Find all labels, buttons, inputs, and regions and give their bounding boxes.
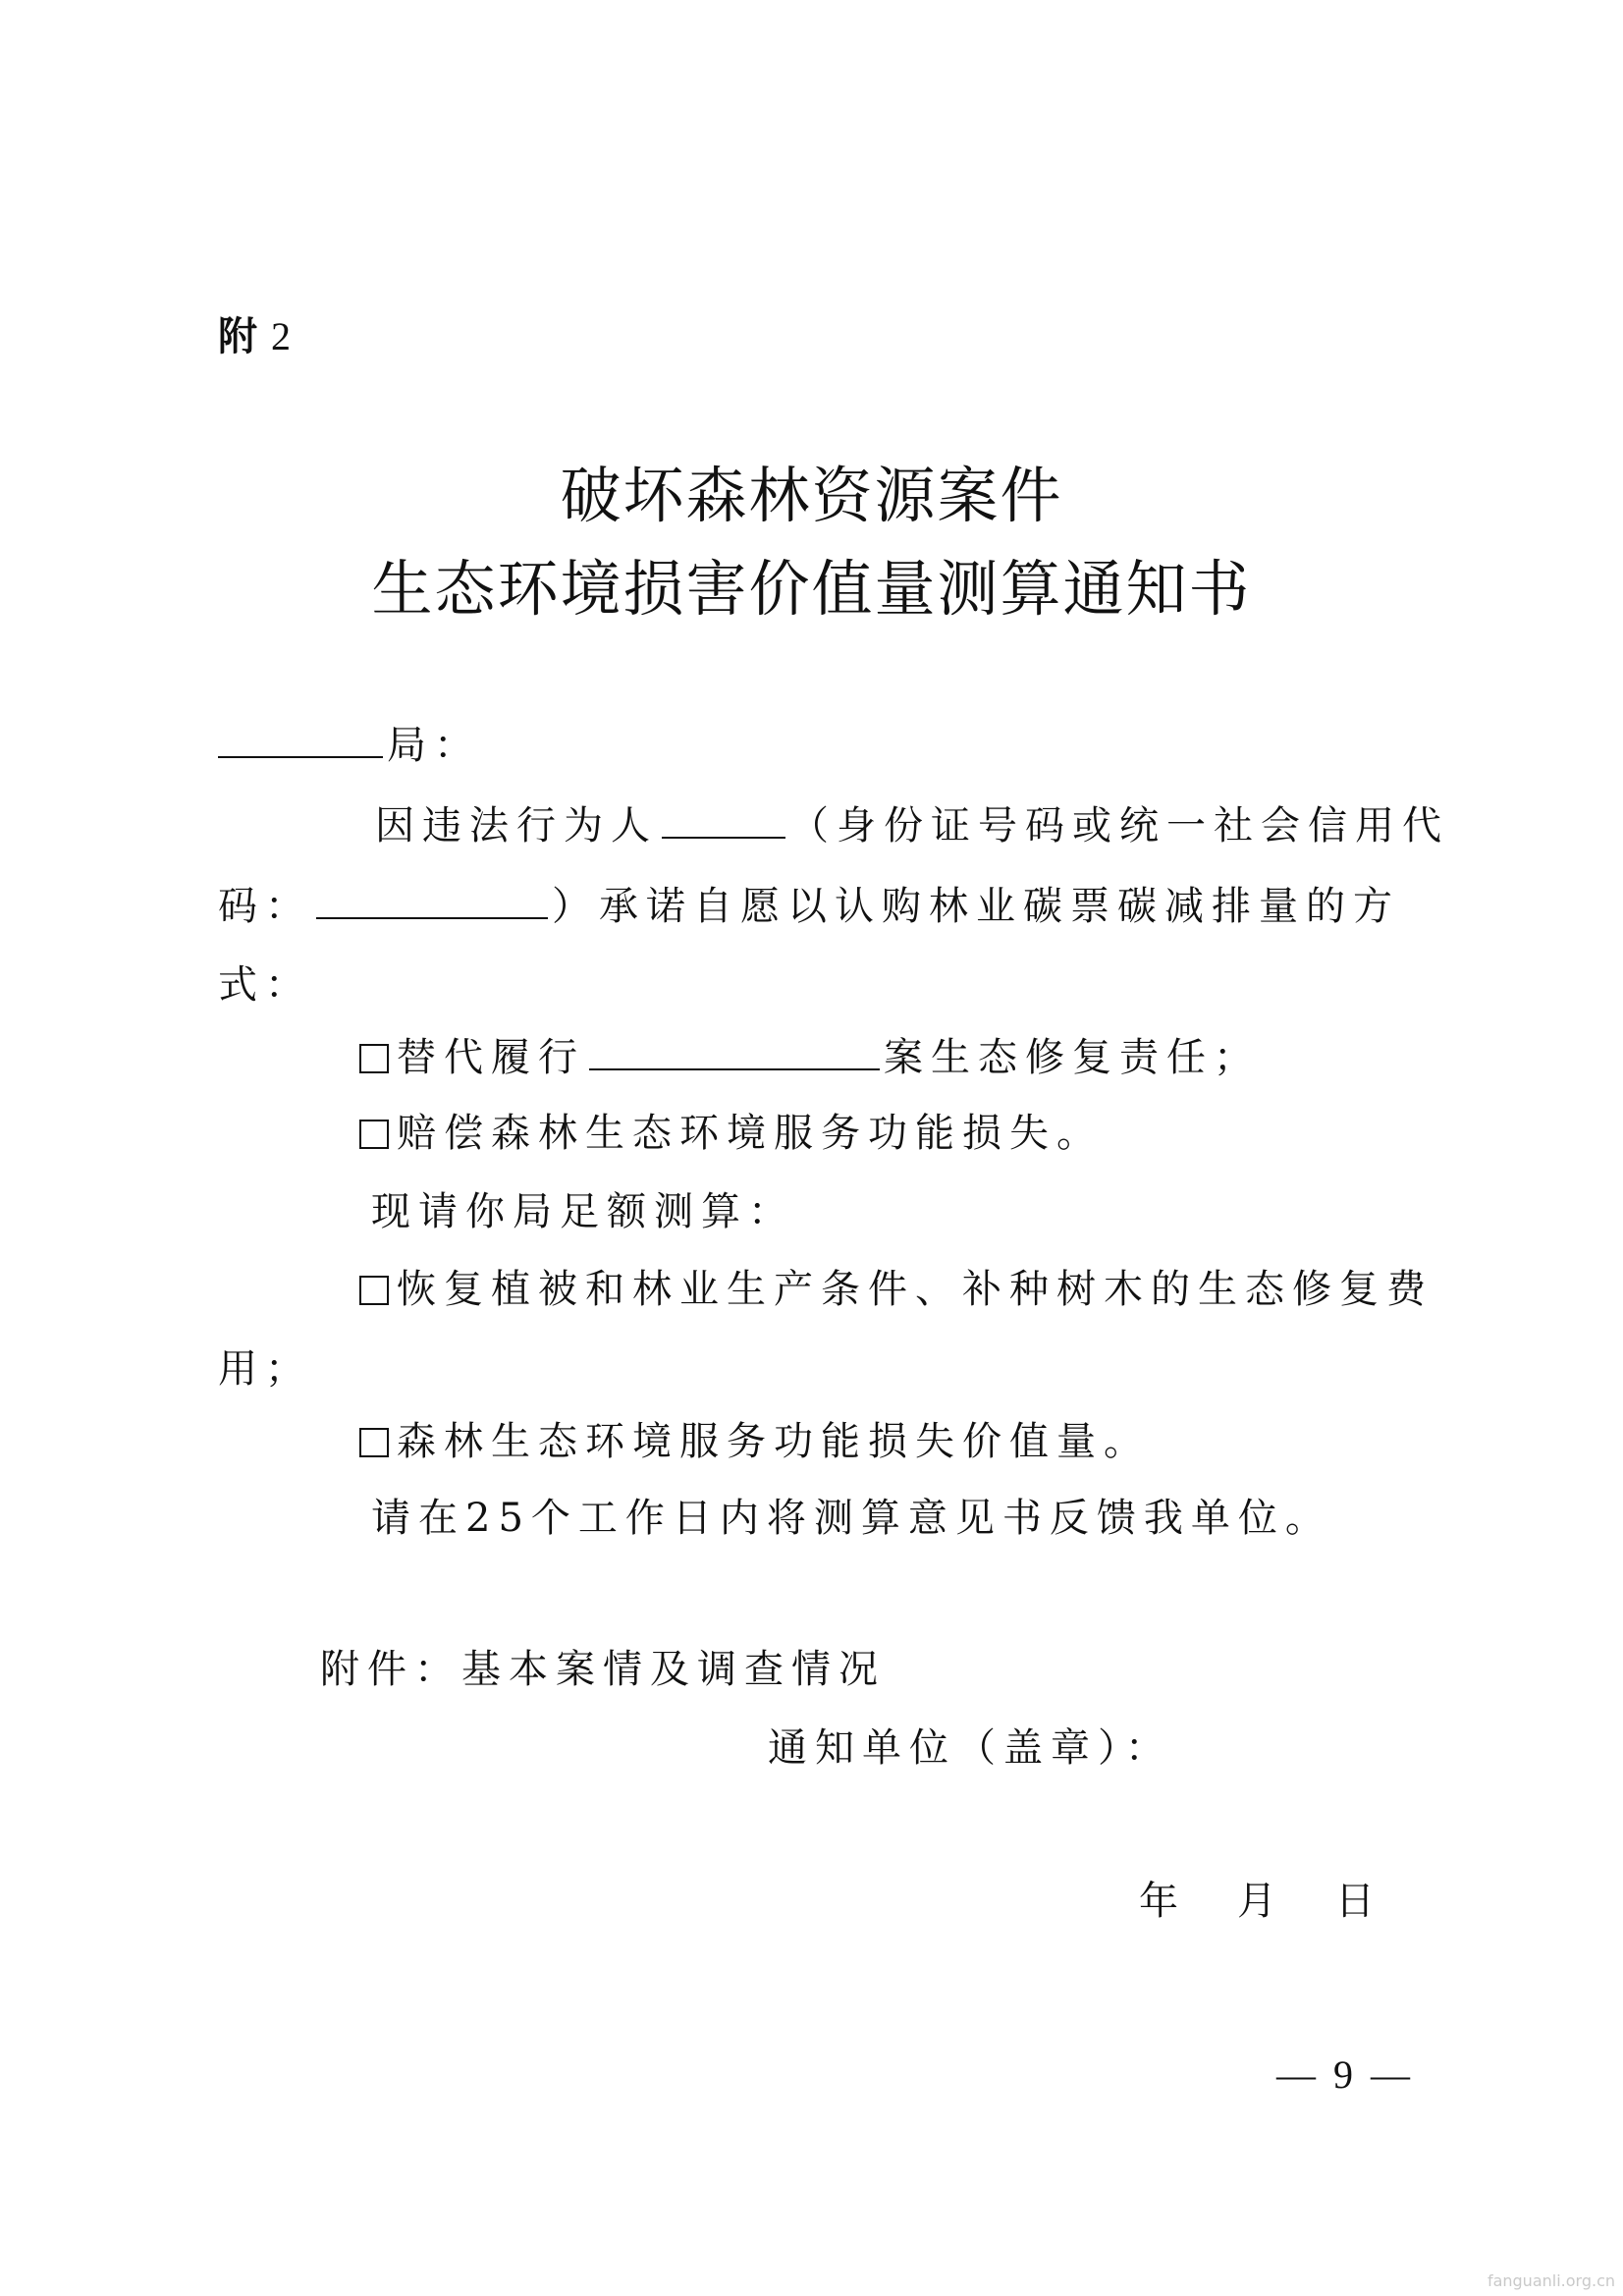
- p1-text-b: （身份证号码或统一社会信用代: [789, 803, 1449, 848]
- issuing-unit-line: 通知单位（盖章）：: [768, 1725, 1172, 1771]
- violator-name-blank[interactable]: [662, 797, 785, 839]
- option-2-line: [359, 1106, 1104, 1161]
- calc-2-line: [359, 1414, 1151, 1469]
- p1-text-d: ）承诺自愿以认购林业碳票碳减排量的方: [552, 884, 1400, 929]
- calc-1-line-2: 用；: [218, 1346, 312, 1392]
- paragraph-1-line-3: 式：: [218, 962, 312, 1008]
- paragraph-1-line-1: [375, 797, 1449, 853]
- addressee-suffix: 局：: [387, 723, 481, 768]
- calc-1-line-1: [359, 1262, 1434, 1317]
- calc-2-checkbox[interactable]: [359, 1428, 389, 1457]
- p1-text-c: 码：: [218, 884, 312, 929]
- calc-1-checkbox[interactable]: [359, 1276, 389, 1305]
- calc-2-text: 森林生态环境服务功能损失价值量。: [397, 1419, 1151, 1464]
- option-1-line: [359, 1029, 1261, 1085]
- case-name-blank[interactable]: [589, 1029, 880, 1070]
- watermark-text: fanguanli.org.cn: [1487, 2271, 1615, 2290]
- title-line-1: 破坏森林资源案件: [560, 460, 1063, 531]
- addressee-line: [218, 717, 481, 773]
- attachment-prefix: 附: [218, 314, 257, 359]
- request-line: 现请你局足额测算：: [371, 1189, 795, 1234]
- option-1-checkbox[interactable]: [359, 1044, 389, 1073]
- paragraph-1-line-2: [218, 878, 1400, 934]
- appendix-line: 附件：基本案情及调查情况: [320, 1647, 886, 1692]
- page-number: — 9 —: [1276, 2052, 1414, 2097]
- option-2-text: 赔偿森林生态环境服务功能损失。: [397, 1111, 1104, 1156]
- attachment-number: 2: [271, 314, 291, 358]
- addressee-blank[interactable]: [218, 717, 383, 758]
- option-1-prefix: 替代履行: [397, 1035, 585, 1080]
- option-2-checkbox[interactable]: [359, 1120, 389, 1149]
- id-number-blank[interactable]: [316, 878, 548, 919]
- p1-text-a: 因违法行为人: [375, 803, 658, 848]
- deadline-line: 请在25个工作日内将测算意见书反馈我单位。: [371, 1496, 1332, 1541]
- date-line: 年 月 日: [1139, 1879, 1384, 1924]
- calc-1-text: 恢复植被和林业生产条件、补种树木的生态修复费: [397, 1267, 1434, 1312]
- attachment-label: [218, 309, 291, 364]
- title-line-2: 生态环境损害价值量测算通知书: [371, 553, 1252, 625]
- option-1-suffix: 案生态修复责任；: [884, 1035, 1261, 1080]
